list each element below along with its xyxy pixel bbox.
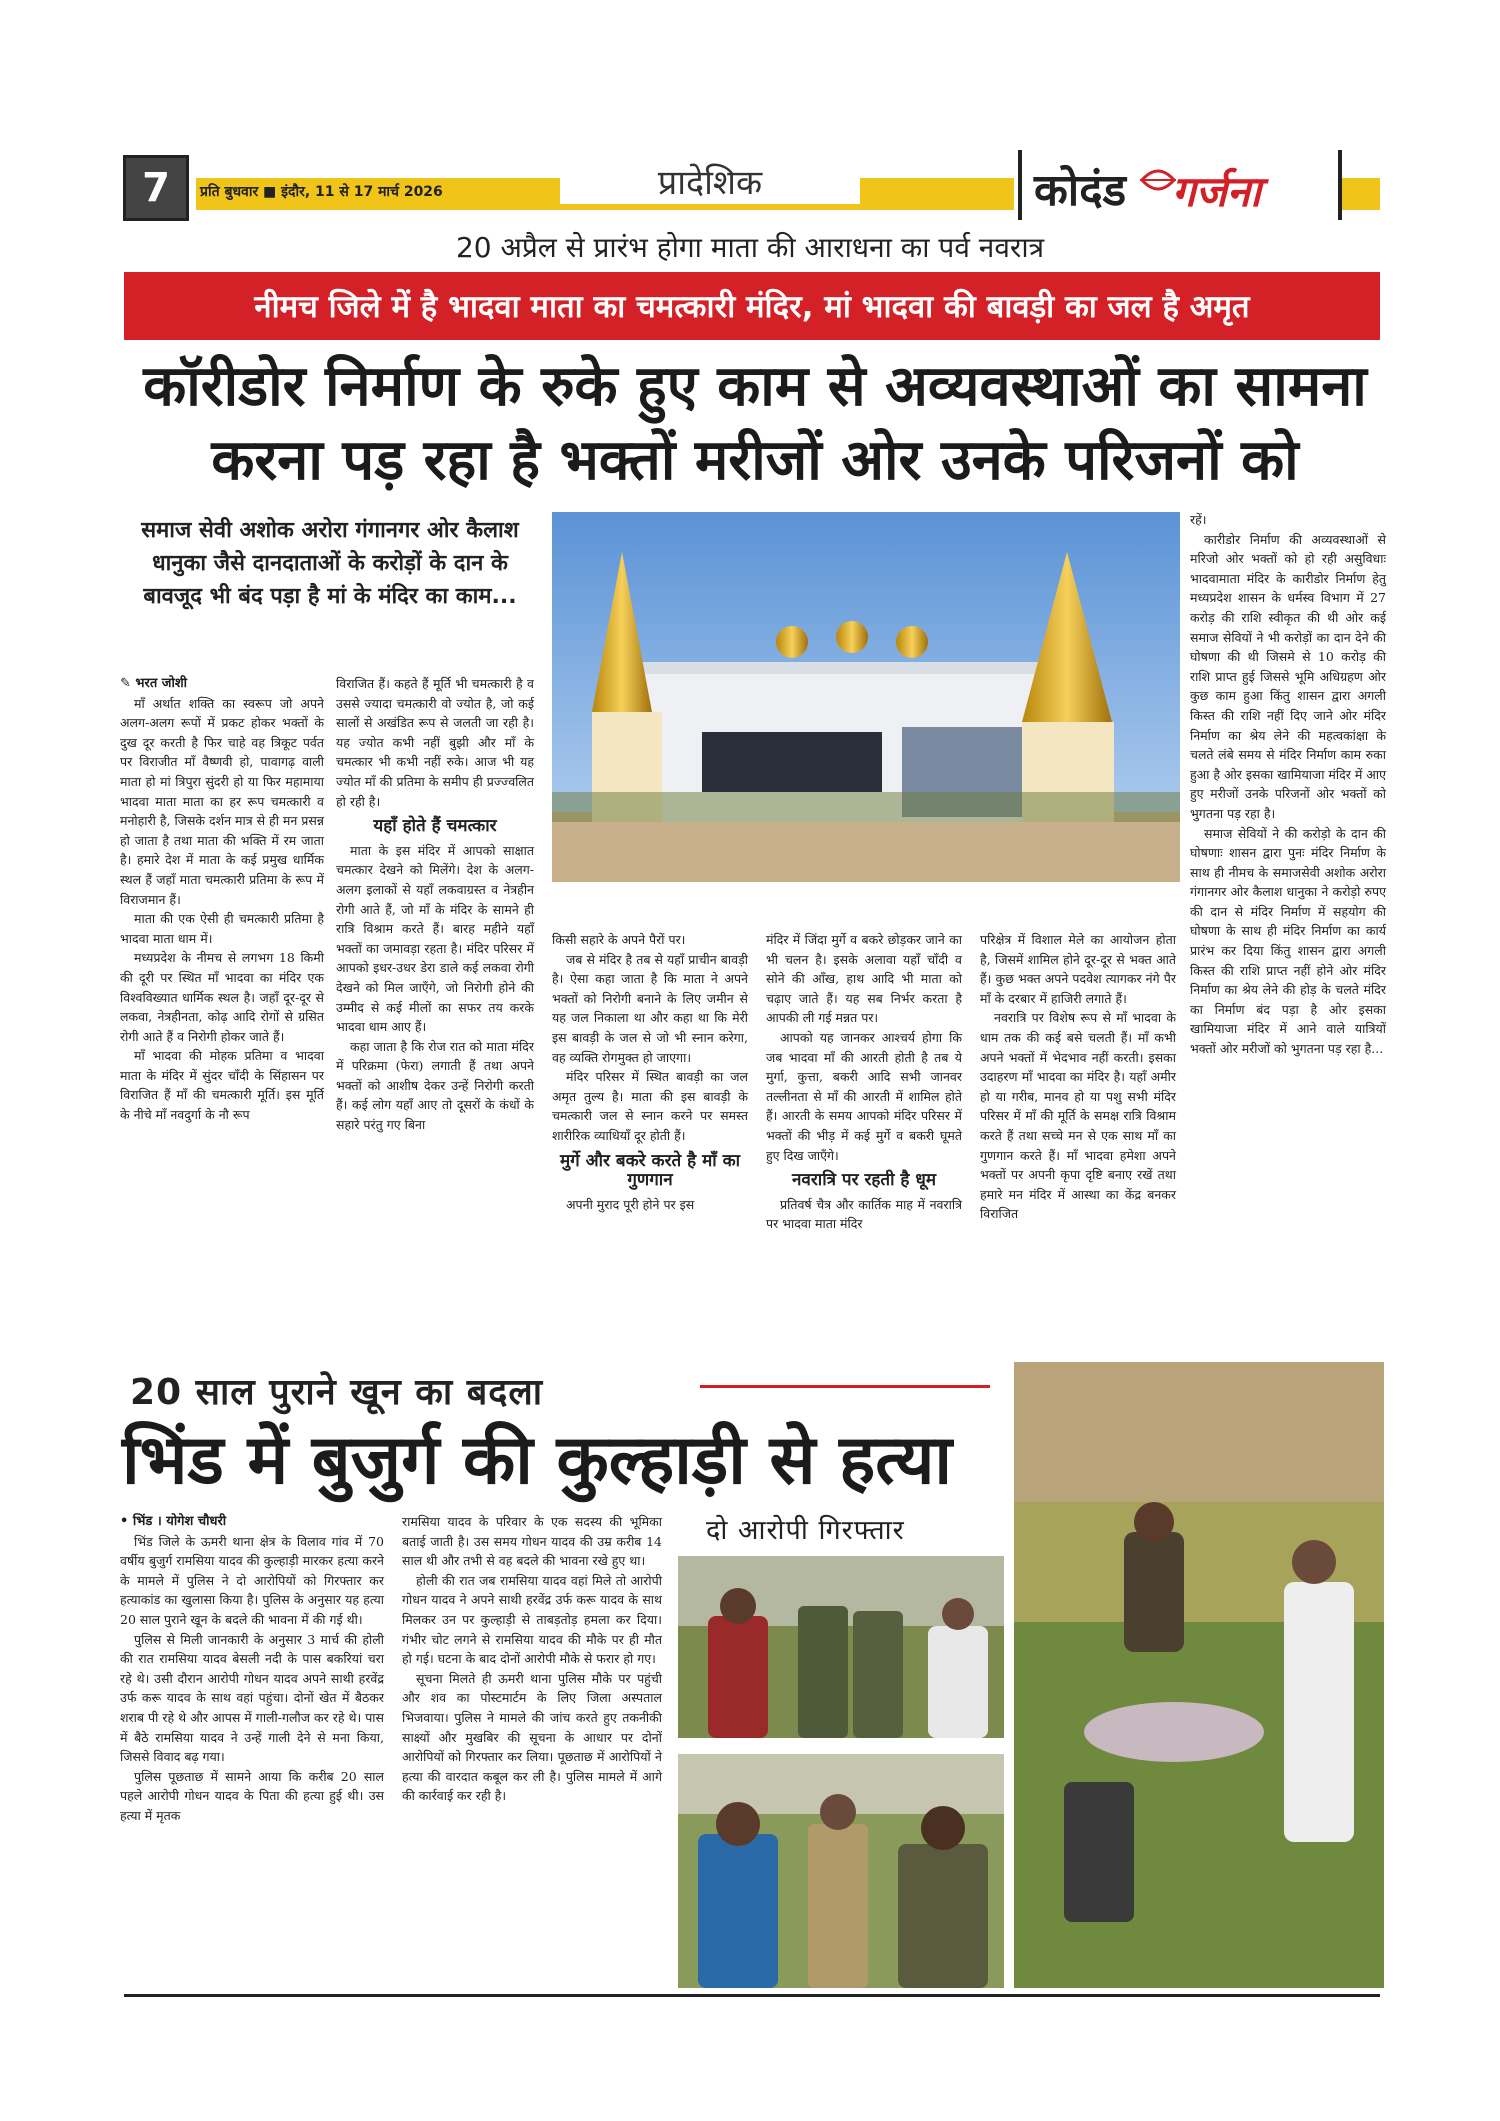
story1-col3-para3: मंदिर परिसर में स्थित बावड़ी का जल अमृत तुल्य है। माता की इस बावड़ी के चमत्कारी जल से स्नान करने पर समस्त शारीरिक व्याधियाँ दूर होती हैं। <box>552 1069 748 1143</box>
story2-kicker-rule <box>700 1385 990 1388</box>
story1-column-5 <box>980 930 1176 1224</box>
story1-col4-para1: मंदिर में जिंदा मुर्गे व बकरे छोड़कर जाने का भी चलन है। इसके अलावा यहाँ चाँदी व सोने की आँख, हाथ आदि भी माता को चढ़ाए जाते हैं। यह सब निर्भर करता है आपकी ली गई मन्नत पर। <box>766 932 962 1026</box>
story2-col1-para1: भिंड जिले के ऊमरी थाना क्षेत्र के विलाव गांव में 70 वर्षीय बुजुर्ग रामसिया यादव की कुल्हाड़ी मारकर हत्या करने के मामले में पुलिस ने दो आरोपियों को गिरफ्तार कर हत्याकांड का खुलासा किया है। पुलिस के अनुसार यह हत्या 20 साल पुराने खून के बदले की भावना में की गई थी। <box>120 1533 384 1627</box>
story1-column-1 <box>120 674 324 1125</box>
story1-col1-para4: माँ भादवा की मोहक प्रतिमा व भादवा माता के मंदिर में सुंदर चाँदी के सिंहासन पर विराजित हैं माँ की चमत्कारी मूर्ति। इस मूर्ति के नीचे माँ नवदुर्गा के नौ रूप <box>120 1048 324 1123</box>
story2-byline: • भिंड । योगेश चौधरी <box>120 1514 227 1529</box>
story1-col2-subhead: यहाँ होते हैं चमत्कार <box>373 816 497 837</box>
story2-kicker: 20 साल पुराने खून का बदला <box>130 1372 544 1413</box>
masthead-brand-part1: कोदंड <box>1034 165 1127 216</box>
story1-col3-para2: जब से मंदिर है तब से यहाँ प्राचीन बावड़ी है। ऐसा कहा जाता है कि माता ने अपने भक्तों को निरोगी बनाने के लिए जमीन से यह जल निकाला था और कहा था कि मेरी इस बावड़ी के जल से जो भी स्नान करेगा, वह व्यक्ति रोगमुक्त हो जाएगा। <box>552 951 748 1065</box>
page-bottom-rule <box>124 1994 1380 1997</box>
accused-arrest-photo-art <box>678 1754 1004 1988</box>
story1-col6-para3: समाज सेवियों ने की करोड़ो के दान की घोषणाः शासन द्वारा पुनः मंदिर निर्माण के साथ ही नीमच के समाजसेवी अशोक अरोरा गंगानगर ओर कैलाश धानुका ने करोड़ो रुपए की दान से मंदिर निर्माण में सहयोग की घोषणा के साथ ही मंदिर निर्माण का कार्य प्रारंभ कर दिया किंतु शासन द्वारा अगली किस्त की राशि प्राप्त नहीं होने ओर मंदिर निर्माण का श्रेय लेने की होड़ के चलते मंदिर का निर्माण बंद पड़ा है ओर इसका खामियाजा मंदिर में आने वाले यात्रियों भक्तों ओर मरीजों को भुगतना पड़ रहा है... <box>1190 825 1386 1057</box>
story1-column-6 <box>1190 510 1386 1059</box>
temple-photo <box>552 512 1180 882</box>
story2-column-1 <box>120 1512 384 1826</box>
story2-col2-para1: रामसिया यादव के परिवार के एक सदस्य की भूमिका बताई जाती है। उस समय गोधन यादव की उम्र करीब 14 साल थी और तभी से वह बदले की भावना रखे हुए था। <box>402 1514 662 1569</box>
story1-headline <box>110 350 1400 498</box>
story1-col4-para3: प्रतिवर्ष चैत्र और कार्तिक माह में नवरात्रि पर भादवा माता मंदिर <box>766 1196 962 1232</box>
masthead-brand-part2: गर्जना <box>1172 167 1261 216</box>
story1-col5-para2: नवरात्रि पर विशेष रूप से माँ भादवा के धाम तक की कई बसे चलती हैं। माँ कभी अपने भक्तों में भेदभाव नहीं करती। इसका उदाहरण माँ भादवा का मंदिर है। यहाँ अमीर हो या गरीब, मानव हो या पशु सभी मंदिर परिसर में माँ की मूर्ति के समक्ष रात्रि विश्राम करते हैं तथा सच्चे मन से एक साथ माँ का गुणगान करते हैं। माँ भादवा हमेशा अपने भक्तों पर अपनी कृपा दृष्टि बनाए रखें तथा हमारे मन मंदिर में आस्था का केंद्र बनकर विराजित <box>980 1010 1176 1222</box>
police-team-photo <box>678 1556 1004 1738</box>
story1-col1-para3: मध्यप्रदेश के नीमच से लगभग 18 किमी की दूरी पर स्थित माँ भादवा का मंदिर एक विश्वविख्यात धार्मिक स्थल है। जहाँ दूर-दूर से लकवा, नेत्रहीनता, कोढ़ आदि रोगों से ग्रसित रोगी आते हैं व निरोगी होकर जाते हैं। <box>120 950 324 1044</box>
story1-col2-para1: विराजित हैं। कहते हैं मूर्ति भी चमत्कारी है व उससे ज्यादा चमत्कारी वो ज्योत है, जो कई सालों से अखंडित रूप से जलती जा रही है। यह ज्योत कभी नहीं बुझी और माँ के चमत्कार भी कभी नहीं रुके। आज भी यह ज्योत माँ की प्रतिमा के समीप ही प्रज्ज्वलित हो रही है। <box>336 676 534 809</box>
issue-date-line: प्रति बुधवार ■ इंदौर, 11 से 17 मार्च 2026 <box>200 184 443 200</box>
story1-col1-para2: माता की एक ऐसी ही चमत्कारी प्रतिमा है भादवा माता धाम में। <box>120 911 324 946</box>
crime-scene-photo-large-art <box>1014 1362 1384 1988</box>
story1-col4-subhead: नवरात्रि पर रहती है धूम <box>791 1170 937 1191</box>
story1-col2-para3: कहा जाता है कि रोज रात को माता मंदिर में परिक्रमा (फेरा) लगाती हैं तथा अपने भक्तों को आशीष देकर उन्हें निरोगी करती हैं। कई लोग यहाँ आए तो दूसरों के कंधों के सहारे परंतु गए बिना <box>336 1038 534 1133</box>
story1-headline-line1: कॉरीडोर निर्माण के रुके हुए काम से अव्यवस्थाओं का सामना <box>143 354 1367 419</box>
story1-byline: ✎ भरत जोशी <box>120 676 188 691</box>
story1-deck: समाज सेवी अशोक अरोरा गंगानगर ओर कैलाश धानुका जैसे दानदाताओं के करोड़ों के दान के बावजूद भी बंद पड़ा है मां के मंदिर का काम... <box>141 518 519 609</box>
story2-col2-para2: होली की रात जब रामसिया यादव वहां मिले तो आरोपी गोधन यादव ने अपने साथी हरवेंद्र उर्फ करू यादव के साथ मिलकर उन पर कुल्हाड़ी से ताबड़तोड़ हमला कर दिया। गंभीर चोट लगने से रामसिया यादव की मौके पर ही मौत हो गई। घटना के बाद दोनों आरोपी मौके से फरार हो गए। <box>402 1572 662 1667</box>
story1-col3-para1: किसी सहारे के अपने पैरों पर। <box>552 932 686 947</box>
section-title: प्रादेशिक <box>560 158 860 204</box>
story2-col1-para3: पुलिस पूछताछ में सामने आया कि करीब 20 साल पहले आरोपी गोधन यादव के पिता की हत्या हुई थी। उस हत्या में मृतक <box>120 1768 384 1823</box>
story1-kicker: 20 अप्रैल से प्रारंभ होगा माता की आराधना का पर्व नवरात्र <box>455 231 1045 264</box>
story1-col4-para2: आपको यह जानकर आश्चर्य होगा कि जब भादवा माँ की आरती होती है तब ये मुर्गा, कुत्ता, बकरी आदि सभी जानवर तल्लीनता से माँ की आरती में शामिल होते हैं। आरती के समय आपको मंदिर परिसर में भक्तों की भीड़ में कई मुर्गे व बकरी घूमते हुए दिख जाएँगे। <box>766 1029 962 1163</box>
header-bar-end <box>1338 178 1380 210</box>
story1-red-band: नीमच जिले में है भादवा माता का चमत्कारी मंदिर, मां भादवा की बावड़ी का जल है अमृत <box>124 272 1380 340</box>
story1-column-3 <box>552 930 748 1214</box>
story1-col6-para1: रहें। <box>1190 512 1207 527</box>
police-team-photo-art <box>678 1556 1004 1738</box>
page-number: 7 <box>123 155 189 221</box>
story1-column-4 <box>766 930 962 1234</box>
crime-scene-photo-large <box>1014 1362 1384 1988</box>
story1-col5-para1: परिक्षेत्र में विशाल मेले का आयोजन होता है, जिसमें शामिल होने दूर-दूर से भक्त आते हैं। कुछ भक्त अपने पदवेश त्यागकर नंगे पैर माँ के दरबार में हाजिरी लगाते हैं। <box>980 932 1176 1006</box>
story1-col2-para2: माता के इस मंदिर में आपको साक्षात चमत्कार देखने को मिलेंगे। देश के अलग-अलग इलाकों से यहाँ लकवाग्रस्त व नेत्रहीन रोगी आते हैं, जो माँ के मंदिर के सामने ही रात्रि विश्राम करते हैं। बारह महीने यहाँ भक्तों का जमावड़ा रहता है। मंदिर परिसर में आपको इधर-उधर डेरा डाले कई लकवा रोगी देखने को मिल जाएँगे, जो निरोगी होने की उम्मीद से कई मीलों का सफर तय करके भादवा धाम आए हैं। <box>336 842 534 1035</box>
story2-column-2 <box>402 1512 662 1806</box>
temple-photo-art <box>552 512 1180 882</box>
story1-col3-subhead: मुर्गे और बकरे करते है माँ का गुणगान <box>559 1150 741 1191</box>
story2-photo-caption: दो आरोपी गिरफ्तार <box>706 1515 905 1546</box>
story2-headline: भिंड में बुजुर्ग की कुल्हाड़ी से हत्या <box>122 1421 952 1500</box>
story1-col3-para4: अपनी मुराद पूरी होने पर इस <box>566 1196 695 1212</box>
story1-col1-para1: माँ अर्थात शक्ति का स्वरूप जो अपने अलग-अलग रूपों में प्रकट होकर भक्तों के दुख दूर करती है फिर चाहे वह त्रिकूट पर्वत पर विराजीत माँ वैष्णवी हो, पावागढ़ वाली माता हो मां त्रिपुरा सुंदरी हो या फिर महामाया भादवा माता माता का हर रूप चमत्कारी व मनोहारी है, जिसके दर्शन मात्र से ही मन प्रसन्न हो जाता है तथा माता की भक्ति में रम जाता है। हमारे देश में माता के कई प्रमुख धार्मिक स्थल हैं जहाँ माता चमत्कारी प्रतिमा के रूप में विराजमान हैं। <box>120 695 324 907</box>
story2-col2-para3: सूचना मिलते ही ऊमरी थाना पुलिस मौके पर पहुंची और शव का पोस्टमार्टम के लिए जिला अस्पताल भिजवाया। पुलिस ने मामले की जांच करते हुए तकनीकी साक्ष्यों और मुखबिर की सूचना के आधार पर दोनों आरोपियों को गिरफ्तार कर लिया। पूछताछ में आरोपियों ने हत्या की वारदात कबूल कर ली है। पुलिस मामले में आगे की कार्रवाई कर रही है। <box>402 1670 662 1804</box>
story2-col1-para2: पुलिस से मिली जानकारी के अनुसार 3 मार्च की होली की रात रामसिया यादव बेसली नदी के पास बकरियां चरा रहे थे। उसी दौरान आरोपी गोधन यादव अपने साथी हरवेंद्र उर्फ करू यादव के साथ वहां पहुंचा। दोनों खेत में बैठकर शराब पी रहे थे और आपस में गाली-गलौज कर रहे थे। पास में बैठे रामसिया यादव ने उन्हें गाली देने से मना किया, जिससे विवाद बढ़ गया। <box>120 1631 384 1765</box>
story1-column-2 <box>336 674 534 1135</box>
story1-headline-line2: करना पड़ रहा है भक्तों मरीजों ओर उनके परिजनों को <box>211 428 1299 493</box>
story1-col6-para2: कारीडोर निर्माण की अव्यवस्थाओं से मरिजो ओर भक्तों को हो रही असुविधाः भादवामाता मंदिर के कारीडोर निर्माण हेतु मध्यप्रदेश शासन के धर्मस्व विभाग में 27 करोड़ की राशि स्वीकृत की थी ओर कई समाज सेवियों ने भी करोड़ों का दान देने की घोषणा की थी जिसमे से 10 करोड़ की राशि प्राप्त हुई जिससे भूमि अधिग्रहण ओर कुछ काम हुआ किंतु शासन द्वारा अगली किस्त की राशि नहीं दिए जाने ओर मंदिर निर्माण का श्रेय लेने की महत्वकांक्षा के चलते लंबे समय से मंदिर निर्माण काम रुका हुआ है ओर इसका खामियाजा मंदिर में आए हुए मरीजों उनके परिजनों ओर भक्तों को भुगतना पड़ रहा है। <box>1190 531 1386 821</box>
accused-arrest-photo <box>678 1754 1004 1988</box>
